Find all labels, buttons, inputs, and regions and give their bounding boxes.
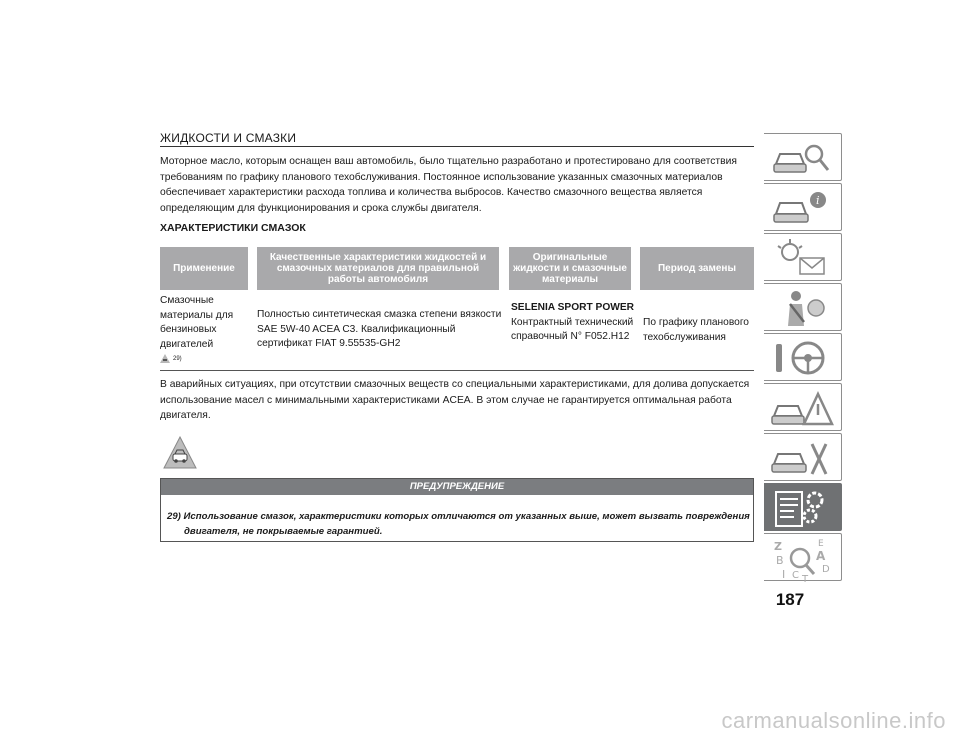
page-title: ЖИДКОСТИ И СМАЗКИ: [160, 131, 297, 145]
svg-text:i: i: [816, 194, 820, 207]
intro-paragraph: Моторное масло, которым оснащен ваш автомобиль, было тщательно разработано и протестировано для соответствия требованиям по графику планового техобслуживания. Постоянное использование указанных смазочных материалов обеспечивает характеристики расхода топлива и количества выбросов. Качество смазочного вещества является определяющим для функционирования и срока службы двигателя.: [160, 156, 737, 214]
breakdown-triangle-icon: [770, 388, 834, 428]
index-letter-c: C: [792, 570, 799, 581]
tab-car-info[interactable]: [764, 183, 842, 231]
alphabetical-index-icon: [770, 538, 834, 582]
table-cell-period: По графику планового техобслуживания: [643, 317, 749, 343]
application-text: Смазочные материалы для бензиновых двигателей: [160, 295, 234, 350]
steering-wheel-icon: [770, 338, 834, 378]
tab-steering-wheel[interactable]: [764, 333, 842, 381]
tab-seatbelt-airbag[interactable]: [764, 283, 842, 331]
warning-box: [160, 478, 754, 542]
table-header-specs: Качественные характеристики жидкостей и смазочных материалов для правильной работы автомобиля: [257, 247, 499, 290]
index-letter-d: D: [822, 564, 830, 575]
emergency-paragraph: В аварийных ситуациях, при отсутствии смазочных веществ со специальными характеристиками, для долива допускается использование масел с минимальными характеристиками ACEA. В этом случае не гарантируется оптимальная работа двигателя.: [160, 379, 750, 421]
car-info-icon: [770, 188, 834, 228]
product-reference: Контрактный технический справочный N° F052.H12: [511, 316, 634, 343]
car-service-icon: [770, 438, 834, 478]
warning-triangle-icon: [160, 354, 170, 363]
tab-index[interactable]: [764, 533, 842, 581]
table-cell-products: [511, 301, 636, 345]
section-heading: ХАРАКТЕРИСТИКИ СМАЗОК: [160, 222, 306, 234]
seatbelt-airbag-icon: [770, 288, 834, 328]
index-letter-e: E: [818, 539, 824, 549]
tab-warning-lights[interactable]: [764, 233, 842, 281]
tab-breakdown[interactable]: [764, 383, 842, 431]
table-header-application: Применение: [160, 247, 248, 290]
index-letter-i: I: [782, 568, 786, 581]
table-bottom-rule: [160, 370, 754, 371]
table-header-period: Период замены: [640, 247, 754, 290]
car-search-icon: [770, 138, 834, 178]
table-cell-application: [160, 294, 255, 363]
warning-lights-icon: [770, 238, 834, 278]
index-letter-a: A: [816, 549, 826, 563]
tab-car-search[interactable]: [764, 133, 842, 181]
tab-car-service[interactable]: [764, 433, 842, 481]
page-number: 187: [775, 590, 805, 609]
product-name: SELENIA SPORT POWER: [511, 302, 635, 313]
warning-title: ПРЕДУПРЕЖДЕНИЕ: [161, 479, 753, 495]
index-letter-b: B: [776, 554, 784, 567]
tab-specifications[interactable]: [764, 483, 842, 531]
title-divider: [160, 146, 754, 147]
table-header-products: Оригинальные жидкости и смазочные материалы: [509, 247, 631, 290]
note-reference[interactable]: [160, 354, 255, 363]
warning-text: 29) Использование смазок, характеристики которых отличаются от указанных выше, может вызвать повреждения двигателя, не покрываемые гарантией.: [167, 511, 750, 537]
note-number: 29): [173, 356, 182, 363]
index-letter-t: T: [802, 574, 809, 582]
specifications-icon: [770, 488, 834, 528]
watermark: carmanualsonline.info: [721, 708, 946, 733]
table-cell-specs: Полностью синтетическая смазка степени вязкости SAE 5W-40 ACEA C3. Квалификационный сертификат FIAT 9.55535-GH2: [257, 309, 502, 350]
index-letter-z: Z: [774, 540, 782, 553]
warning-car-icon: [163, 436, 197, 470]
